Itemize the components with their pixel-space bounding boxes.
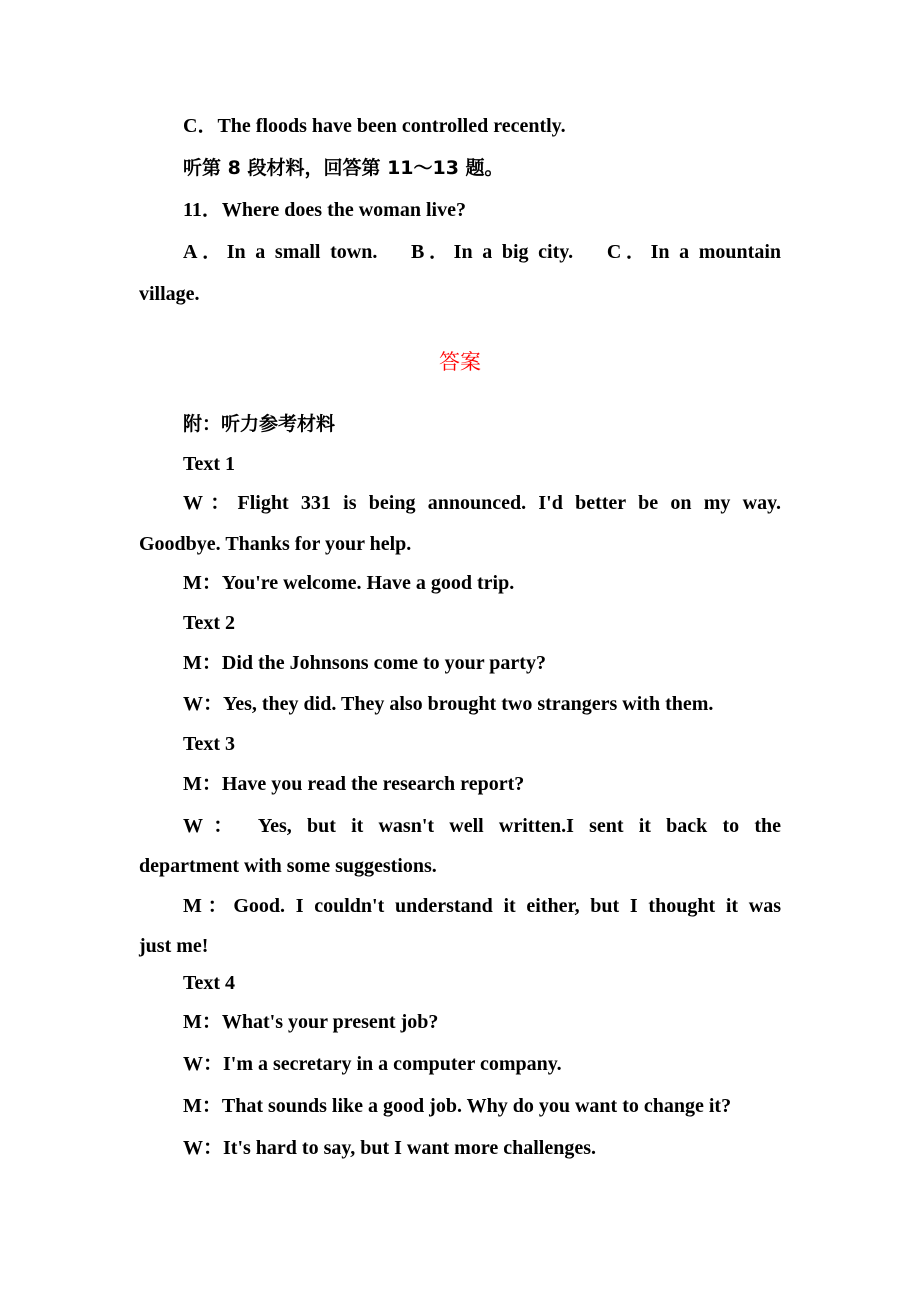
text-2-man-line: M：Did the Johnsons come to your party?: [183, 652, 546, 674]
text-3-woman-line: W： Yes, but it wasn't well written.I sent it back to the: [183, 815, 781, 837]
question-11-option-b: B．In a big city.: [411, 241, 574, 263]
text-4-man-reply: M：That sounds like a good job. Why do you want to change it?: [183, 1095, 732, 1117]
question-11-option-c-continued: village.: [139, 283, 200, 305]
text-3-man-reply-continued: just me!: [139, 935, 209, 957]
text-2-title: Text 2: [183, 612, 236, 634]
question-11-options: [183, 240, 781, 264]
question-11-option-a: A．In a small town.: [183, 241, 378, 263]
text-3-woman-line-continued: department with some suggestions.: [139, 855, 437, 877]
text-2-woman-line: W：Yes, they did. They also brought two strangers with them.: [183, 693, 714, 715]
text-4-woman-line: W：I'm a secretary in a computer company.: [183, 1053, 562, 1075]
text-1-woman-line: W：Flight 331 is being announced. I'd better be on my way.: [183, 492, 781, 514]
question-11-option-c: C．In a mountain: [606, 241, 782, 263]
section-8-intro: 听第 8 段材料，回答第 11～13 题。: [183, 157, 504, 179]
appendix-title: 附：听力参考材料: [183, 413, 336, 435]
text-3-man-reply: M：Good. I couldn't understand it either, but I thought it was: [183, 895, 781, 917]
text-1-title: Text 1: [183, 453, 236, 475]
text-4-woman-reply: W：It's hard to say, but I want more challenges.: [183, 1137, 596, 1159]
text-3-title: Text 3: [183, 733, 236, 755]
text-1-woman-line-continued: Goodbye. Thanks for your help.: [139, 533, 412, 555]
answer-heading: 答案: [439, 350, 481, 374]
question-11-stem: 11．Where does the woman live?: [183, 199, 466, 221]
option-c-previous-question: C．The floods have been controlled recently.: [183, 115, 566, 137]
text-3-man-line: M：Have you read the research report?: [183, 773, 525, 795]
text-4-man-line: M：What's your present job?: [183, 1011, 439, 1033]
text-1-man-line: M：You're welcome. Have a good trip.: [183, 572, 515, 594]
text-4-title: Text 4: [183, 972, 236, 994]
